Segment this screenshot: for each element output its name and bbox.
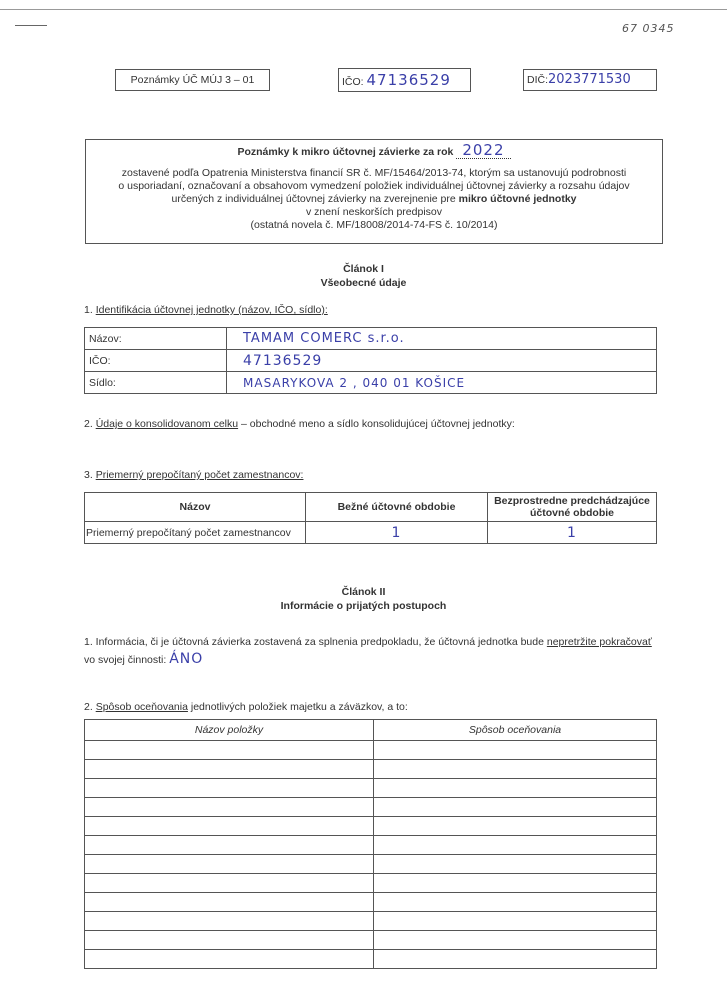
table-row: [85, 874, 657, 893]
item-name-cell[interactable]: [85, 779, 374, 798]
table-row: [85, 779, 657, 798]
valuation-method-cell[interactable]: [374, 817, 657, 836]
item-name-cell[interactable]: [85, 874, 374, 893]
table-row: [85, 741, 657, 760]
ico-value[interactable]: 47136529: [366, 71, 451, 89]
employees-current[interactable]: 1: [306, 522, 488, 544]
item-name-cell[interactable]: [85, 760, 374, 779]
form-code-box: [115, 69, 270, 91]
year-value[interactable]: 2022: [456, 146, 510, 159]
table-row: [85, 836, 657, 855]
article-1-heading: Článok I Všeobecné údaje: [320, 263, 407, 289]
ico-field-value[interactable]: 47136529: [227, 350, 657, 372]
table-row: Názov: TAMAM COMERC s.r.o.: [85, 328, 657, 350]
article-2-heading: Článok II Informácie o prijatých postupoch: [280, 586, 447, 612]
table-row: [85, 798, 657, 817]
table-header-row: Názov Bežné účtovné obdobie Bezprostredne predchádzajúce účtovné obdobie: [85, 493, 657, 522]
item-name-cell[interactable]: [85, 931, 374, 950]
title-line-5: (ostatná novela č. MF/18008/2014-74-FS č. 10/2014): [250, 219, 498, 231]
table-row: [85, 760, 657, 779]
item-name-cell[interactable]: [85, 950, 374, 969]
valuation-method-cell[interactable]: [374, 855, 657, 874]
item-name-cell[interactable]: [85, 817, 374, 836]
article-1-item-1: 1. Identifikácia účtovnej jednotky (názov, IČO, sídlo):: [84, 304, 328, 316]
article-1-item-2: 2. Údaje o konsolidovanom celku – obchodné meno a sídlo konsolidujúcej účtovnej jednotky:: [84, 418, 515, 430]
scan-mark: [15, 25, 47, 26]
dic-box: [523, 69, 657, 91]
document-title: Poznámky k mikro účtovnej závierke za rok: [237, 146, 454, 158]
going-concern-answer[interactable]: ÁNO: [169, 651, 204, 667]
item-name-cell[interactable]: [85, 893, 374, 912]
valuation-method-cell[interactable]: [374, 893, 657, 912]
table-row: [85, 931, 657, 950]
form-code: Poznámky ÚČ MÚJ 3 – 01: [130, 74, 255, 86]
title-line-2: o usporiadaní, označovaní a obsahovom vymedzení položiek individuálnej účtovnej závierky a rozsahu údajov: [118, 180, 630, 192]
valuation-table: [84, 719, 657, 969]
table-header-row: Názov položky Spôsob oceňovania: [85, 720, 657, 741]
table-row: IČO: 47136529: [85, 350, 657, 372]
title-box: [85, 139, 663, 244]
article-2-item-1: 1. Informácia, či je účtovná závierka zostavená za splnenia predpokladu, že účtovná jednotka bude nepretržite pokračovať vo svojej činnosti: ÁNO: [84, 636, 652, 667]
table-row: [85, 817, 657, 836]
title-line-1: zostavené podľa Opatrenia Ministerstva financií SR č. MF/15464/2013-74, ktorým sa ustanovujú podrobnosti: [121, 167, 627, 179]
valuation-method-cell[interactable]: [374, 760, 657, 779]
table-row: [85, 893, 657, 912]
address-value[interactable]: MASARYKOVA 2 , 040 01 KOŠICE: [227, 372, 657, 394]
valuation-method-cell[interactable]: [374, 950, 657, 969]
article-1-item-3: 3. Priemerný prepočítaný počet zamestnancov:: [84, 469, 304, 481]
ico-box: [338, 68, 471, 92]
item-name-cell[interactable]: [85, 912, 374, 931]
ico-label: IČO:: [342, 76, 364, 88]
scan-edge: [0, 9, 727, 10]
valuation-method-cell[interactable]: [374, 741, 657, 760]
article-2-item-2: 2. Spôsob oceňovania jednotlivých položiek majetku a záväzkov, a to:: [84, 701, 408, 713]
table-row: [85, 950, 657, 969]
table-row: Sídlo: MASARYKOVA 2 , 040 01 KOŠICE: [85, 372, 657, 394]
employees-previous[interactable]: 1: [488, 522, 657, 544]
title-line-4: v znení neskorších predpisov: [306, 206, 442, 218]
item-name-cell[interactable]: [85, 798, 374, 817]
employees-table: [84, 492, 657, 544]
table-row: Priemerný prepočítaný počet zamestnancov 1 1: [85, 522, 657, 544]
item-name-cell[interactable]: [85, 836, 374, 855]
identification-table: [84, 327, 657, 394]
valuation-method-cell[interactable]: [374, 874, 657, 893]
title-line-3: určených z individuálnej účtovnej závierky na zverejnenie pre mikro účtovné jednotky: [171, 193, 577, 205]
dic-label: DIČ:: [527, 74, 548, 86]
valuation-method-cell[interactable]: [374, 836, 657, 855]
dic-value[interactable]: 2023771530: [548, 72, 631, 87]
page-mark: 67 0345: [622, 22, 675, 35]
valuation-method-cell[interactable]: [374, 779, 657, 798]
table-row: [85, 912, 657, 931]
item-name-cell[interactable]: [85, 855, 374, 874]
valuation-method-cell[interactable]: [374, 798, 657, 817]
item-name-cell[interactable]: [85, 741, 374, 760]
valuation-method-cell[interactable]: [374, 931, 657, 950]
valuation-method-cell[interactable]: [374, 912, 657, 931]
name-value[interactable]: TAMAM COMERC s.r.o.: [227, 328, 657, 350]
table-row: [85, 855, 657, 874]
